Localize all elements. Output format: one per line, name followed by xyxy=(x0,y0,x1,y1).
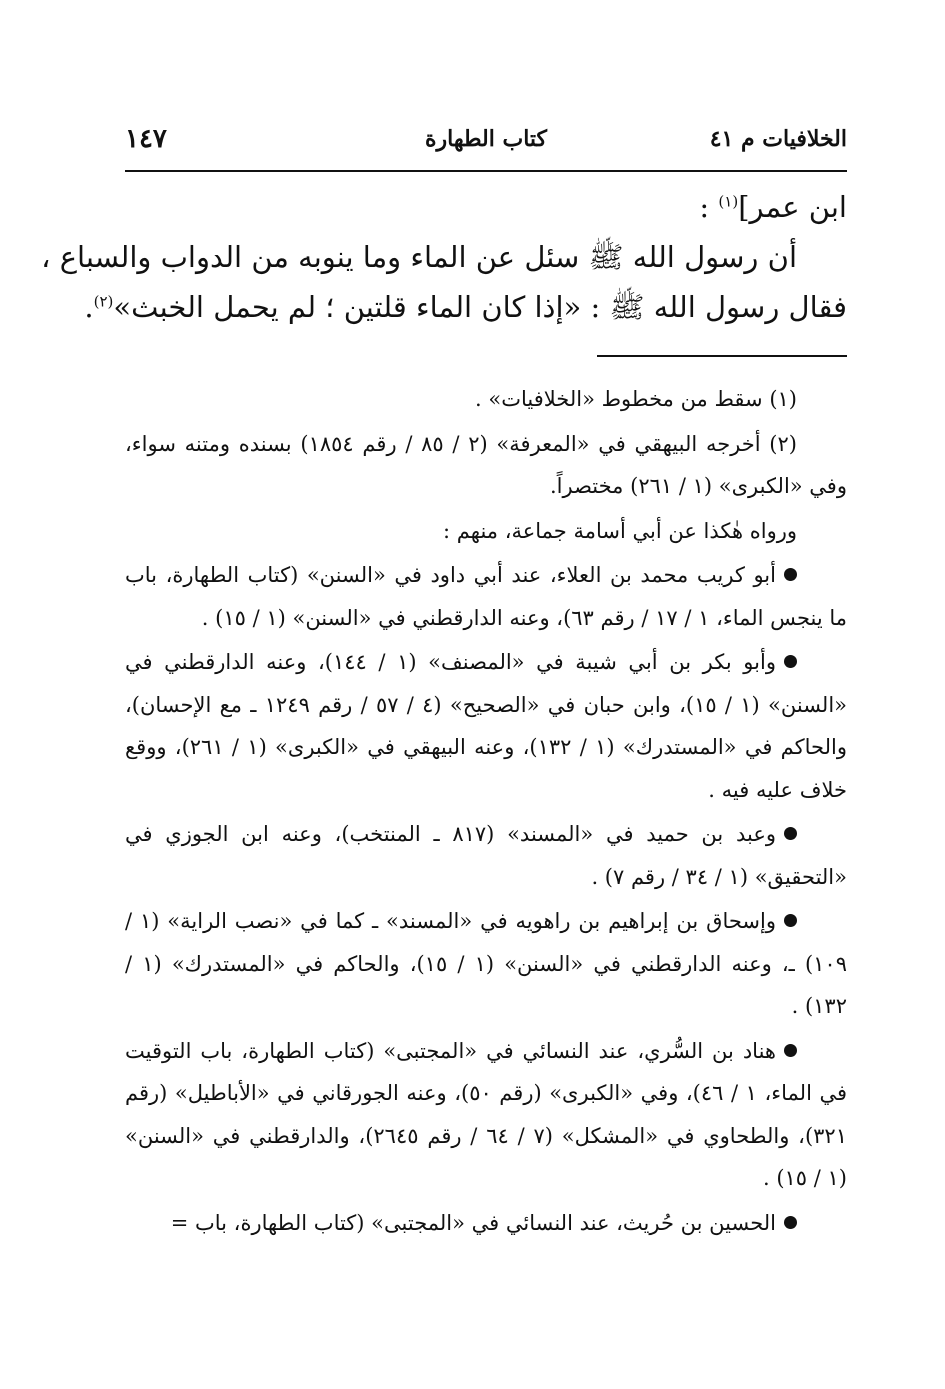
header-volume-label: الخلافيات م ٤١ xyxy=(709,126,847,152)
footnotes xyxy=(125,378,847,1246)
page-number: ١٤٧ xyxy=(125,124,167,154)
main-line-3-end: . xyxy=(84,290,94,324)
footnote-3-text: ورواه هٰكذا عن أبي أسامة جماعة، منهم : xyxy=(443,518,797,543)
main-line-2: أن رسول الله ﷺ سئل عن الماء وما ينوبه من الدواب والسباع ، xyxy=(41,240,797,274)
header-chapter-title: كتاب الطهارة xyxy=(424,126,548,152)
footnote-9 xyxy=(125,1202,847,1245)
footnote-7 xyxy=(125,900,847,1028)
bullet-icon xyxy=(784,827,797,840)
footnote-ref-1: (١) xyxy=(718,192,739,211)
footnote-5-text: وأبو بكر بن أبي شيبة في «المصنف» (١ / ١٤٤)، وعنه الدارقطني في «السنن» (١ / ١٥)، وابن حبان في «الصحيح» (٤ / ٥٧ / رقم ١٢٤٩ ـ مع الإحسان)، والحاكم في «المستدرك» (١ / ١٣٢)، وعنه البيهقي في «الكبرى» (١ / ٢٦١)، ووقع خلاف عليه فيه . xyxy=(125,650,848,802)
bullet-icon xyxy=(784,568,797,581)
footnote-1-text: (١) سقط من مخطوط «الخلافيات» . xyxy=(475,387,797,411)
footnote-separator xyxy=(597,355,847,357)
footnote-4 xyxy=(125,554,847,639)
footnote-ref-2: (٢) xyxy=(93,292,114,311)
footnote-6 xyxy=(125,813,847,898)
footnote-2-text: (٢) أخرجه البيهقي في «المعرفة» (٢ / ٨٥ / رقم ١٨٥٤) بسنده ومتنه سواء، وفي «الكبرى» (١ / ٢٦١) مختصراً. xyxy=(125,431,847,498)
footnote-7-text: وإسحاق بن إبراهيم بن راهويه في «المسند» ـ كما في «نصب الراية» (١ / ١٠٩) ـ، وعنه الدارقطني في «السنن» (١ / ١٥)، والحاكم في «المستدرك» (١ / ١٣٢) . xyxy=(125,909,847,1018)
header-rule xyxy=(125,170,847,172)
bullet-icon xyxy=(784,914,797,927)
footnote-8-text: هناد بن السُّري، عند النسائي في «المجتبى» (كتاب الطهارة، باب التوقيت في الماء، ١ / ٤٦)، وفي «الكبرى» (رقم ٥٠)، وعنه الجورقاني في «الأباطيل» (رقم ٣٢١)، والطحاوي في «المشكل» (٧ / ٦٤ / رقم ٢٦٤٥)، والدارقطني في «السنن» (١ / ١٥) . xyxy=(125,1038,848,1190)
main-line-1-text: ابن عمر] xyxy=(738,190,847,224)
bullet-icon xyxy=(784,655,797,668)
footnote-8 xyxy=(125,1030,847,1200)
main-line-1-end: : xyxy=(699,190,719,224)
main-line-3-text: فقال رسول الله ﷺ : «إذا كان الماء قلتين ؛ لم يحمل الخبث» xyxy=(113,290,847,324)
footnote-9-text: الحسين بن حُريث، عند النسائي في «المجتبى» (كتاب الطهارة، باب = xyxy=(170,1210,776,1235)
footnote-2 xyxy=(125,423,847,508)
bullet-icon xyxy=(784,1216,797,1229)
footnote-4-text: أبو كريب محمد بن العلاء، عند أبي داود في «السنن» (كتاب الطهارة، باب ما ينجس الماء، ١ / ١٧ / رقم ٦٣)، وعنه الدارقطني في «السنن» (١ / ١٥) . xyxy=(125,563,847,630)
main-line-1 xyxy=(125,182,847,232)
main-line-3 xyxy=(84,282,847,332)
running-header xyxy=(125,122,847,162)
footnote-5 xyxy=(125,641,847,811)
footnote-1 xyxy=(125,378,847,421)
footnote-6-text: وعبد بن حميد في «المسند» (٨١٧ ـ المنتخب)، وعنه ابن الجوزي في «التحقيق» (١ / ٣٤ / رقم ٧) . xyxy=(125,822,847,889)
footnote-3 xyxy=(125,510,847,553)
bullet-icon xyxy=(784,1044,797,1057)
main-text xyxy=(41,182,847,332)
